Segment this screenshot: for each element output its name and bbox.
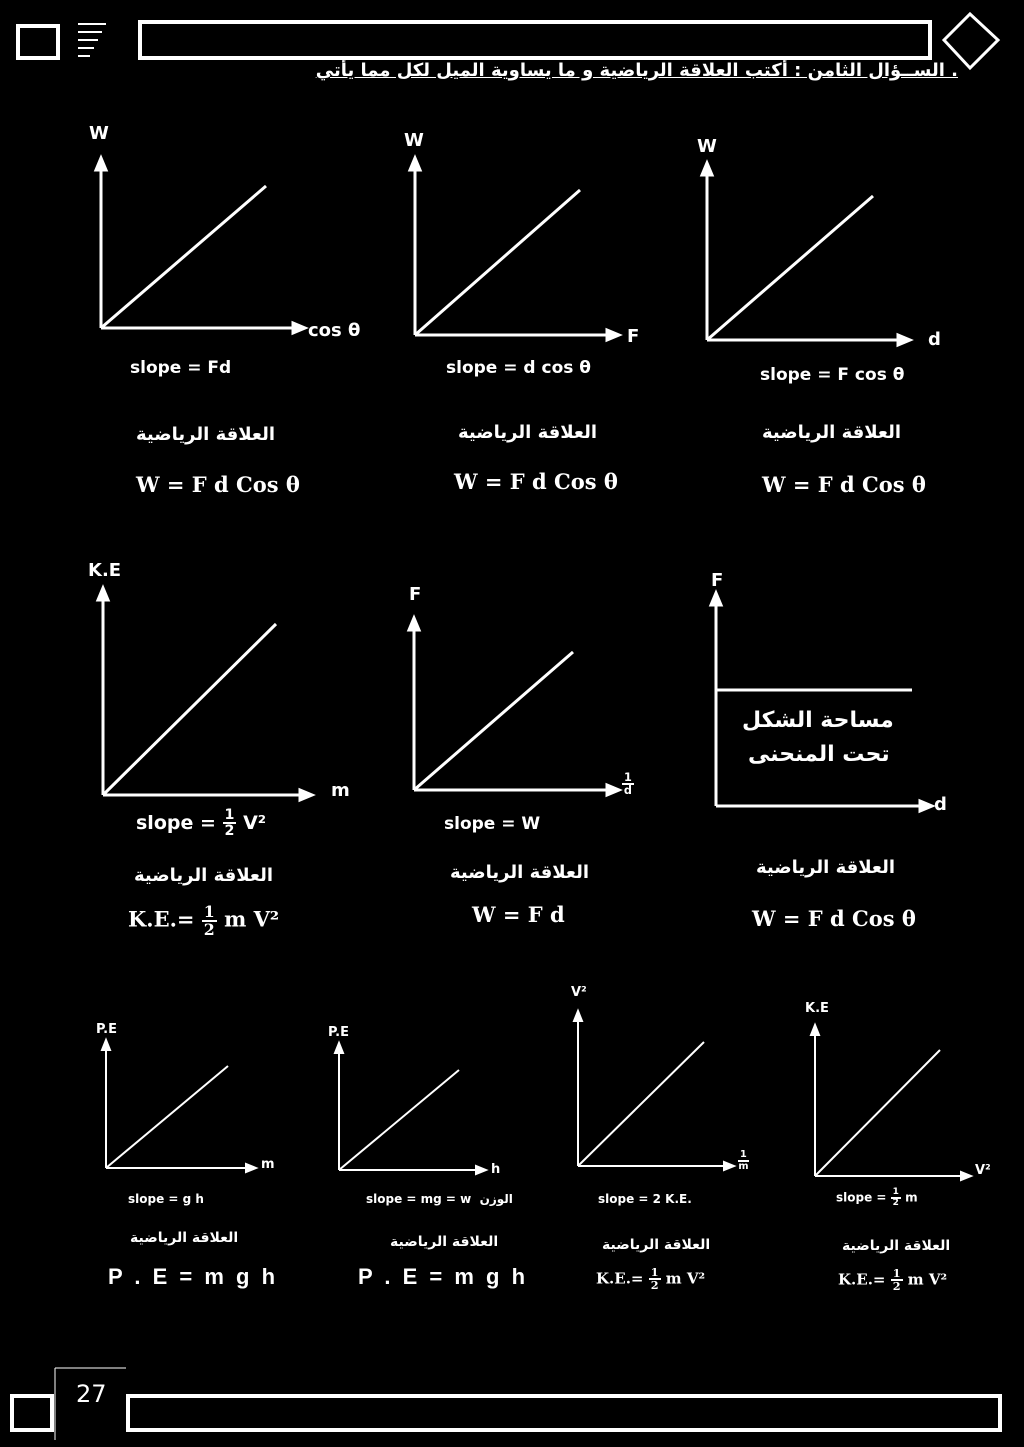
relation-label: العلاقة الرياضية [130,1230,239,1246]
relation-label: العلاقة الرياضية [450,862,590,883]
graph-pe-m [102,1040,256,1172]
header-box-left [18,26,58,58]
y-axis-label: P.E [328,1025,349,1040]
area-text-line1: مساحة الشكل [742,708,894,733]
x-axis-label: $\frac{1}{m}$ [738,1149,749,1172]
relation-label: العلاقة الرياضية [390,1234,499,1250]
relation-formula: W = F d Cos θ [136,472,300,497]
relation-label: العلاقة الرياضية [602,1237,711,1253]
x-axis-label: V² [975,1163,991,1178]
relation-formula: K.E.= $\frac{1}{2}$ m V² [838,1266,948,1294]
relation-formula: K.E.= $\frac{1}{2}$ m V² [596,1265,706,1293]
relation-formula: P . E = m g h [108,1264,279,1289]
x-axis-label: cos θ [308,320,361,341]
y-axis-label: F [409,584,422,605]
relation-formula: P . E = m g h [358,1264,529,1289]
y-axis-label: V² [571,985,587,1000]
y-axis-label: W [89,123,109,144]
footer-box-left [12,1396,52,1430]
x-axis-label: m [261,1157,275,1172]
question-heading: . الســؤال الثامن : أكتب العلاقة الرياضية و ما يساوية الميل لكل مما يأتي [315,60,958,81]
graph-f-inv-d [409,618,619,795]
y-axis-label: F [711,570,724,591]
header-lines-icon [78,24,106,56]
relation-label: العلاقة الرياضية [842,1238,951,1254]
area-text-line2: تحت المنحنى [748,742,890,767]
graph-w-f [410,158,619,340]
slope-text: slope = mg = w الوزن [366,1192,513,1206]
relation-label: العلاقة الرياضية [762,422,902,443]
x-axis-label: $\frac{1}{d}$ [623,771,632,798]
graph-ke-v2 [811,1025,971,1180]
graph-ke-m [98,588,312,800]
slope-text: slope = F cos θ [760,365,905,385]
relation-label: العلاقة الرياضية [136,424,276,445]
header-bar [140,22,930,58]
y-axis-label: W [404,130,424,151]
graph-w-d [702,163,910,345]
x-axis-label: h [491,1162,501,1177]
slope-text: slope = 2 K.E. [598,1192,692,1206]
x-axis-label: d [928,329,941,350]
y-axis-label: W [697,136,717,157]
graph-f-d [711,593,932,811]
graph-w-cos [96,158,305,333]
relation-label: العلاقة الرياضية [134,865,274,886]
relation-formula: W = F d Cos θ [752,906,916,931]
relation-formula: W = F d [472,902,565,927]
relation-formula: W = F d Cos θ [762,472,926,497]
page-number: 27 [76,1380,107,1408]
graph-v2-inv-m [574,1011,734,1170]
relation-formula: K.E.= $\frac{1}{2}$ m V² [128,902,280,939]
slope-text: slope = Fd [130,358,232,378]
slope-text: slope = g h [128,1192,204,1206]
slope-text: slope = d cos θ [446,358,591,378]
y-axis-label: P.E [96,1022,117,1037]
slope-note: الوزن [479,1192,513,1206]
x-axis-label: d [934,794,947,815]
relation-label: العلاقة الرياضية [756,857,896,878]
y-axis-label: K.E [805,1001,829,1016]
x-axis-label: F [627,326,640,347]
slope-text: slope = $\frac{1}{2}$ V² [136,807,267,840]
slope-text: slope = $\frac{1}{2}$ m [836,1187,918,1208]
relation-formula: W = F d Cos θ [454,469,618,494]
footer-bar [128,1396,1000,1430]
graph-pe-h [335,1043,486,1174]
y-axis-label: K.E [88,560,122,581]
relation-label: العلاقة الرياضية [458,422,598,443]
x-axis-label: m [331,780,350,801]
slope-text: slope = W [444,814,541,834]
